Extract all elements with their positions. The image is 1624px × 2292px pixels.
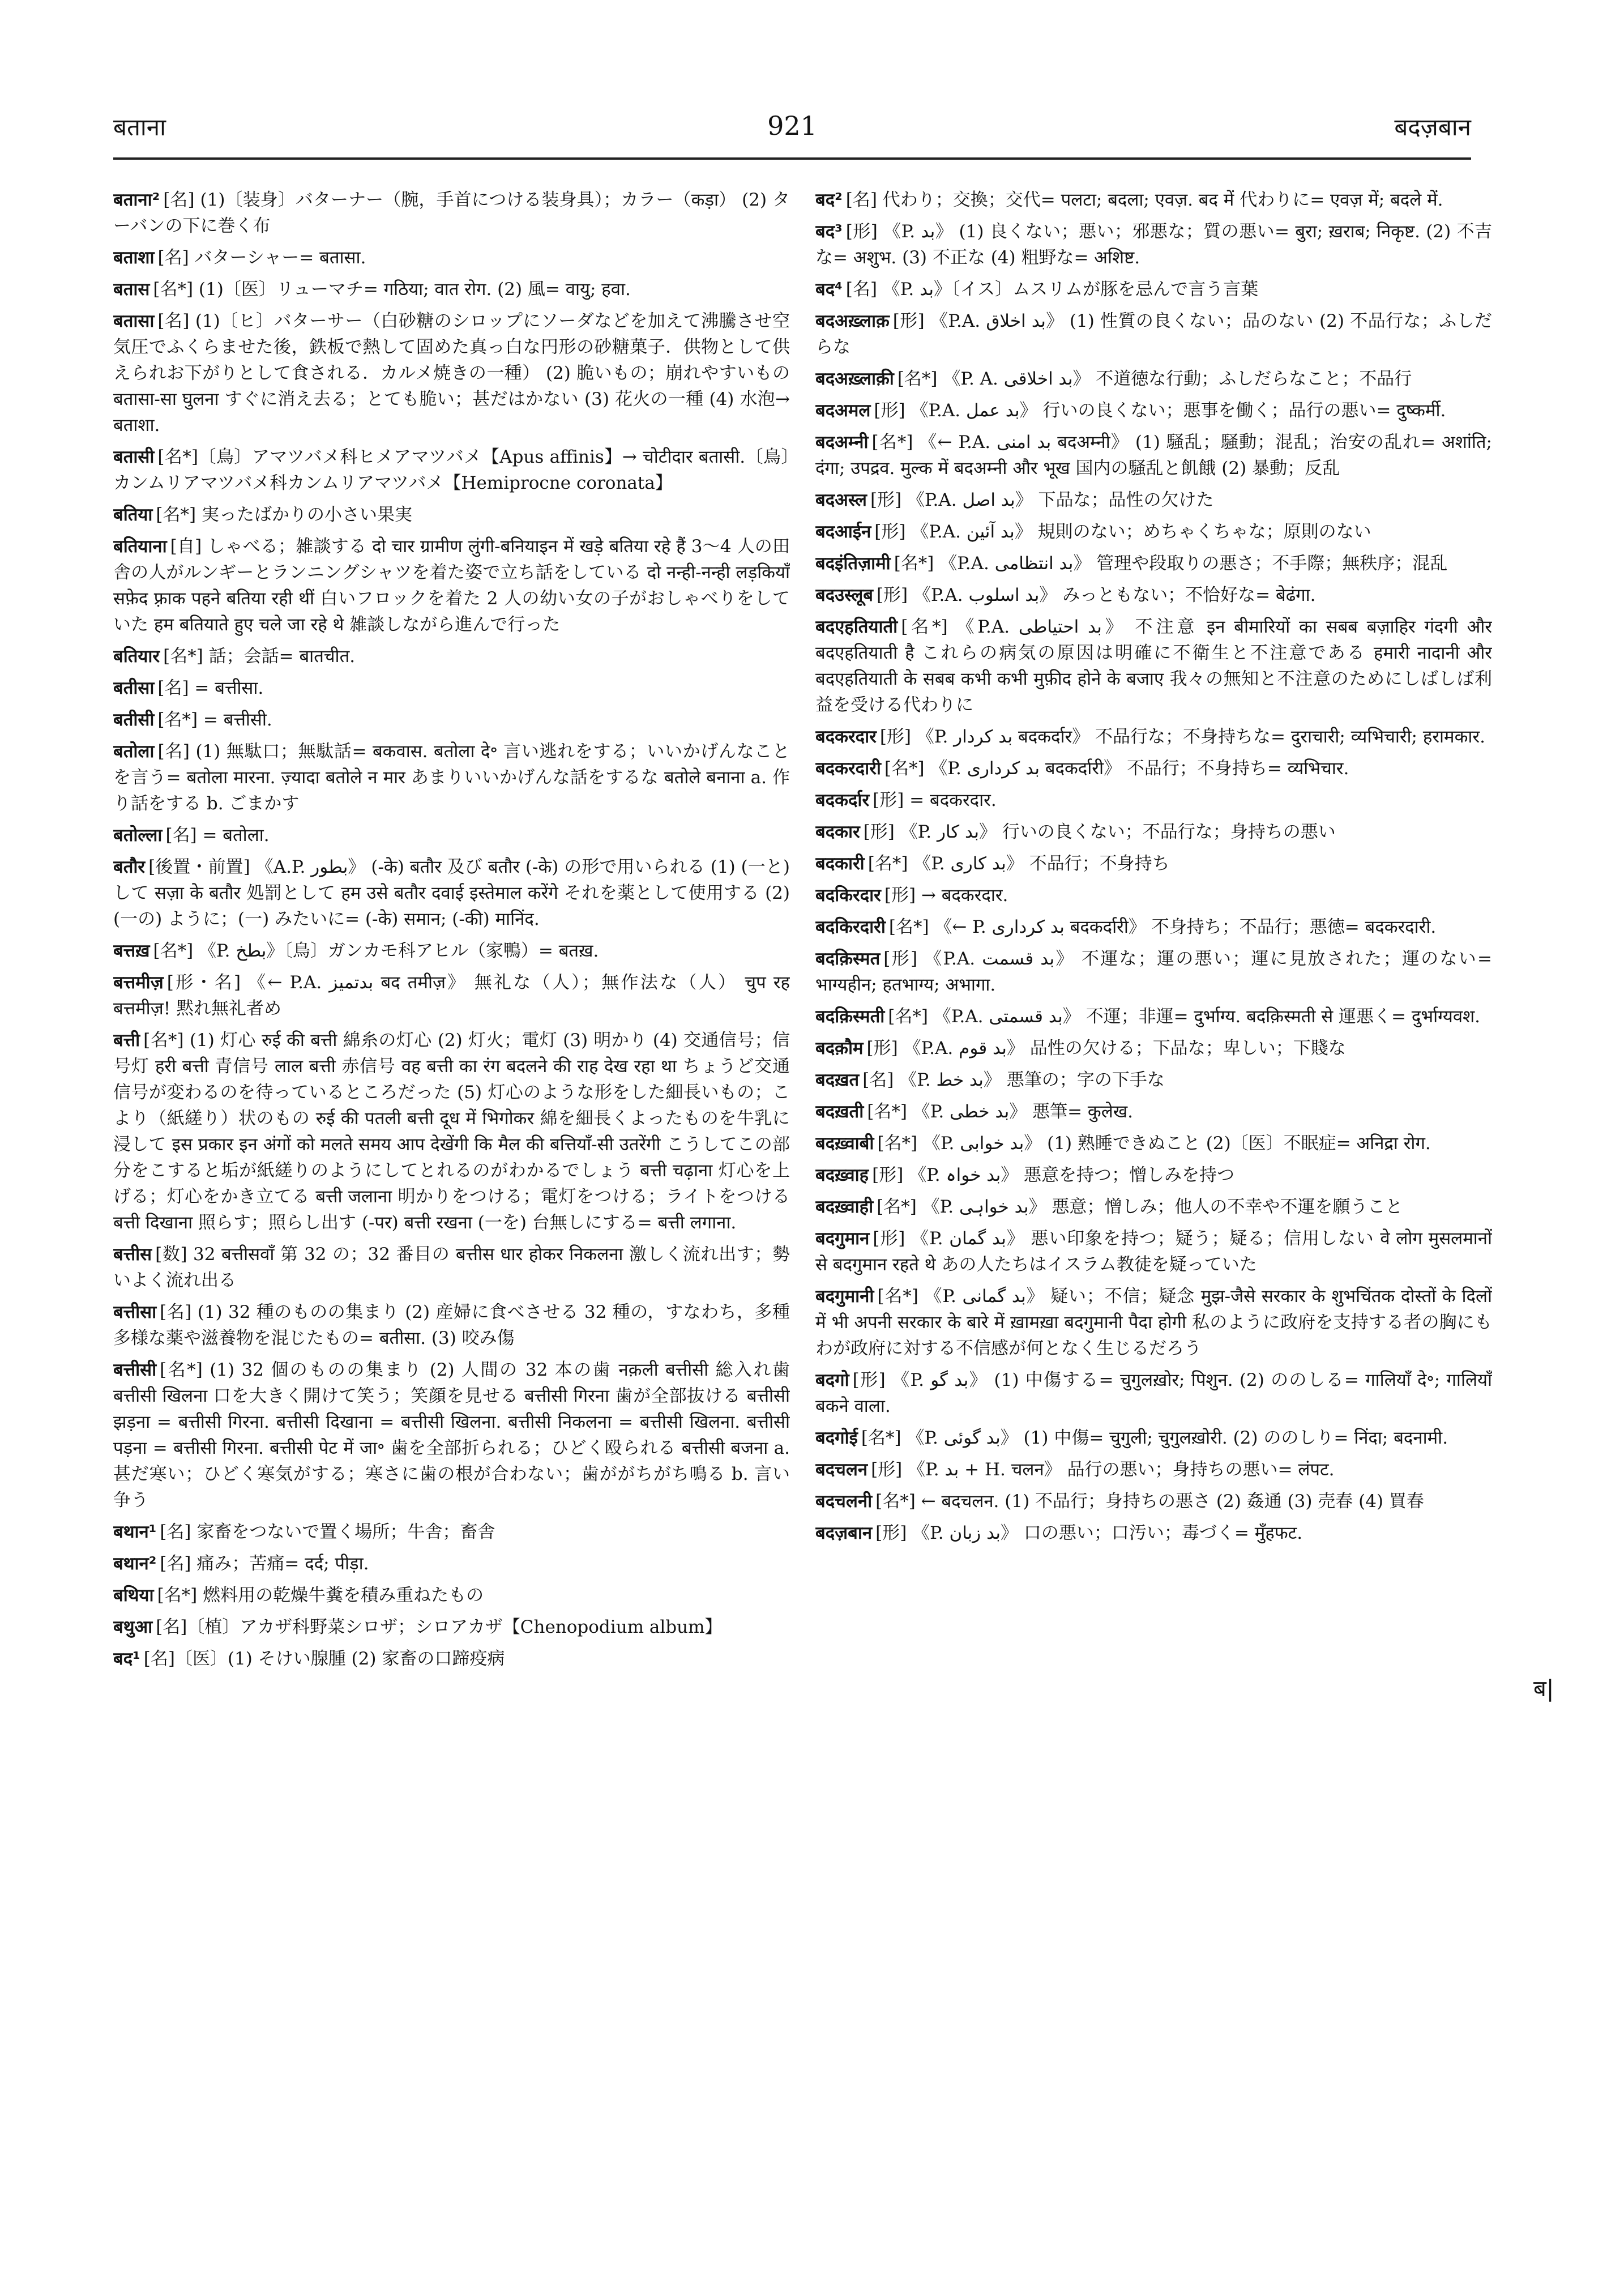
dictionary-entry [815, 1067, 1492, 1093]
entry-headword: बदख़्वाही [815, 1197, 874, 1217]
entry-definition: [名] 《P. بد خط》 悪筆の；字の下手な [862, 1070, 1165, 1090]
dictionary-entry [113, 1582, 790, 1608]
entry-headword: बदख़त [815, 1070, 860, 1090]
dictionary-entry [815, 1226, 1492, 1278]
entry-definition: [形] = बदकरदार. [873, 790, 997, 810]
entry-definition: [形] 《P.A. بد اصل》 下品な；品性の欠けた [870, 490, 1214, 510]
entry-definition: [形] → बदकरदार. [884, 885, 1008, 906]
entry-definition: [名] (1)〔ヒ〕バターサー（白砂糖のシロップにソーダなどを加えて沸騰させ空気圧でふくらませた後，鉄板で熱して固めた真っ白な円形の砂糖菓子．供物として供えられお下がりとして食される．カルメ焼きの一種） (2) 脆いもの；崩れやすいもの बतासा-सा घुलना すぐに消え去る；とても脆い；甚だはかない (3) 花火の一種 (4) 水泡→ बताशा. [113, 311, 790, 436]
entry-definition: [名] (1) 32 種のものの集まり (2) 産婦に食べさせる 32 種の，すなわち，多種多様な薬や滋養物を混じたもの= बतीसा. (3) 咬み傷 [113, 1302, 790, 1348]
entry-definition: [形] 《P. بد زبان》 口の悪い；口汚い；毒づく= मुँहफट. [875, 1523, 1303, 1543]
entry-headword: बदअख़्लाक़ी [815, 369, 894, 389]
entry-definition: [名] 家畜をつないで置く場所；牛舎；畜舎 [160, 1522, 495, 1542]
entry-definition: [名*]〔鳥〕アマツバメ科ヒメアマツバメ【Apus affinis】→ चोटीदार बतासी.〔鳥〕カンムリアマツバメ科カンムリアマツバメ【Hemiprocne coronata】 [113, 447, 790, 493]
entry-headword: बतियार [113, 646, 160, 667]
entry-definition: [名*] 《P. بد خوابی》 (1) 熟睡できぬこと (2)〔医〕不眠症= अनिद्रा रोग. [877, 1133, 1431, 1154]
entry-headword: बत्तीसी [113, 1360, 157, 1380]
header-right-guide-word: बदज़बान [1394, 113, 1471, 141]
dictionary-entry [113, 1646, 790, 1672]
entry-headword: बदगो [815, 1370, 849, 1390]
entry-headword: बद³ [815, 221, 843, 242]
entry-headword: बतासी [113, 447, 155, 467]
dictionary-entry [815, 1457, 1492, 1483]
dictionary-entry [113, 187, 790, 239]
dictionary-entry [815, 1488, 1492, 1514]
dictionary-entry [815, 1283, 1492, 1361]
entry-headword: बताना² [113, 190, 160, 210]
dictionary-entry [815, 724, 1492, 750]
entry-definition: [名] = बतोला. [165, 825, 270, 846]
entry-definition: [形] 《P. بد کردار बदकर्दार》 不品行な；不身持ちな= दुराचारी; व्यभिचारी; हरामकार. [879, 727, 1485, 747]
dictionary-entry [815, 756, 1492, 782]
entry-headword: बदख़्वाबी [815, 1133, 874, 1154]
entry-definition: [名*] 《← P.A. بد امنی बदअम्नी》 (1) 騒乱；騒動；混乱；治安の乱れ= अशांति; दंगा; उपद्रव. मुल्क में बदअम्नी और भूख 国内の騒乱と飢餓 (2) 暴動；反乱 [815, 432, 1492, 479]
entry-headword: बदचलनी [815, 1491, 873, 1512]
dictionary-entry [815, 1035, 1492, 1061]
entry-headword: बथुआ [113, 1617, 153, 1637]
dictionary-entry [815, 1099, 1492, 1125]
entry-headword: बदकारी [815, 853, 865, 874]
entry-definition: [名*] 《P. بد گوئی》 (1) 中傷= चुगुली; चुगुलख़ोरी. (2) ののしり= निंदा; बदनामी. [861, 1428, 1448, 1448]
entry-headword: बत्तमीज़ [113, 972, 164, 993]
entry-headword: बदअस्ल [815, 490, 867, 510]
entry-definition: [形] 《P.A. بد آئین》 規則のない；めちゃくちゃな；原則のない [874, 522, 1371, 542]
dictionary-entry [815, 1162, 1492, 1188]
dictionary-entry [815, 946, 1492, 998]
entry-headword: बदक़िस्मती [815, 1006, 885, 1027]
entry-definition: [自] しゃべる；雑談する दो चार ग्रामीण लुंगी-बनियाइन में खड़े बतिया रहे हैं 3～4 人の田舎の人がルンギーとランニングシャツを着た姿で立ち話をしている दो नन्ही-नन्ही लड़कियाँ सफ़ेद फ़्राक पहने बतिया रही थीं 白いフロックを着た 2 人の幼い女の子がおしゃべりをしていた हम बतियाते हुए चले जा रहे थे 雑談しながら進んで行った [113, 536, 790, 635]
dictionary-entry [113, 1299, 790, 1351]
dictionary-entry [815, 1425, 1492, 1451]
entry-headword: बदक़ौम [815, 1038, 864, 1058]
entry-definition: [形] 《P. بد گمان》 悪い印象を持つ；疑う；疑る；信用しない वे लोग मुसलमानों से बदगुमान रहते थे あの人たちはイスラム教徒を疑っていた [815, 1228, 1492, 1275]
dictionary-entry [113, 675, 790, 701]
dictionary-entry [815, 308, 1492, 360]
dictionary-entry [815, 219, 1492, 271]
entry-headword: बथिया [113, 1585, 154, 1606]
page-number: 921 [767, 110, 817, 141]
dictionary-entry [815, 614, 1492, 718]
dictionary-entry [815, 1520, 1492, 1546]
entry-headword: बतौर [113, 857, 146, 877]
entry-headword: बदख़ती [815, 1102, 864, 1122]
dictionary-entry [113, 707, 790, 733]
dictionary-entry [113, 643, 790, 669]
entry-definition: [数] 32 बत्तीसवाँ 第 32 の；32 番目の बत्तीस धार होकर निकलना 激しく流れ出す；勢いよく流れ出る [113, 1244, 790, 1291]
entry-headword: बदअम्नी [815, 432, 869, 453]
dictionary-entry [815, 519, 1492, 545]
entry-headword: बतियाना [113, 536, 167, 557]
entry-definition: [名*] (1)〔医〕リューマチ= गठिया; वात रोग. (2) 風= वायु; हवा. [153, 279, 631, 300]
dictionary-entry [113, 1519, 790, 1545]
entry-headword: बदकिरदार [815, 885, 881, 906]
entry-headword: बदकर्दार [815, 790, 870, 810]
entry-definition: [名] (1)〔装身〕バターナー（腕，手首につける装身具）；カラー（कड़ा） (2) ターバンの下に巻く布 [113, 190, 790, 236]
dictionary-entry [815, 1004, 1492, 1030]
entry-headword: बदअख़्लाक़ [815, 311, 890, 331]
dictionary-entry [815, 276, 1492, 302]
entry-headword: बतोल्ला [113, 825, 163, 846]
thumb-index-tab: ब| [1533, 1676, 1554, 1702]
entry-headword: बदगुमान [815, 1228, 870, 1249]
entry-headword: बदकार [815, 822, 860, 842]
entry-headword: बत्तीस [113, 1244, 152, 1265]
entry-headword: बतीसी [113, 710, 155, 730]
entry-headword: बदकरदारी [815, 758, 881, 779]
dictionary-entry [113, 276, 790, 302]
dictionary-entry [113, 970, 790, 1022]
entry-definition: [名*] 《P.A. بد انتظامی》 管理や段取りの悪さ；不手際；無秩序；混乱 [894, 553, 1448, 574]
dictionary-entry [113, 1241, 790, 1294]
entry-headword: बदगुमानी [815, 1286, 874, 1307]
entry-definition: [形] 《P.A. بد اسلوب》 みっともない；不恰好な= बेढंगा. [876, 585, 1316, 605]
entry-definition: [形] 《P. بد گو》 (1) 中傷する= चुगुलख़ोर; पिशुन. (2) ののしる= गालियाँ दे॰; गालियाँ बकने वाला. [815, 1370, 1492, 1416]
entry-headword: बतास [113, 279, 150, 300]
entry-definition: [名*] 《P. بد خطی》 悪筆= कुलेख. [867, 1102, 1133, 1122]
header-left-guide-word: बताना [113, 113, 166, 141]
entry-definition: [名] 代わり；交換；交代= पलटा; बदला; एवज़. बद में 代わりに= एवज़ में; बदले में. [845, 190, 1443, 210]
entry-definition: [名*] (1) 灯心 रुई की बत्ती 綿糸の灯心 (2) 灯火；電灯 (3) 明かり (4) 交通信号；信号灯 हरी बत्ती 青信号 लाल बत्ती 赤信号 वह बत्ती का रंग बदलने की राह देख रहा था ちょうど交通信号が変わるのを待っているところだった (5) 灯心のような形をした細長いもの；こより（紙縒り）状のもの रुई की पतली बत्ती दूध में भिगोकर 綿を細長くよったものを牛乳に浸して इस प्रकार इन अंगों को मलते समय आप देखेंगी कि मैल की बत्तियाँ-सी उतरेंगी こうしてこの部分をこすると垢が紙縒りのようにしてとれるのがわかるでしょう बत्ती चढ़ाना 灯心を上げる；灯心をかき立てる बत्ती जलाना 明かりをつける；電灯をつける；ライトをつける बत्ती दिखाना 照らす；照らし出す (-पर) बत्ती रखना (一を) 台無しにする= बत्ती लगाना. [113, 1030, 790, 1233]
entry-headword: बतासा [113, 311, 155, 331]
dictionary-entry [113, 938, 790, 964]
entry-definition: [名*] 《P. A. بد اخلاقی》 不道徳な行動；ふしだらなこと；不品行 [897, 369, 1412, 389]
entry-headword: बदउस्लूब [815, 585, 873, 605]
entry-definition: [名*] 《P. بطخ》〔鳥〕ガンカモ科アヒル（家鴨）= बतख़. [153, 941, 599, 961]
entry-headword: बदज़बान [815, 1523, 873, 1543]
entry-headword: बथान² [113, 1553, 157, 1574]
entry-headword: बदएहतियाती [815, 617, 898, 637]
entry-definition: [名] バターシャー= बतासा. [157, 247, 366, 268]
entry-definition: [名*] (1) 32 個のものの集まり (2) 人間の 32 本の歯 नक़ली बत्तीसी 総入れ歯 बत्तीसी खिलना 口を大きく開けて笑う；笑顔を見せる बत्तीसी गिरना 歯が全部抜ける बत्तीसी झड़ना = बत्तीसी गिरना. बत्तीसी दिखाना = बत्तीसी खिलना. बत्तीसी निकलना = बत्तीसी खिलना. बत्तीसी पड़ना = बत्तीसी गिरना. बत्तीसी पेट में जा॰ 歯を全部折られる；ひどく殴られる बत्तीसी बजना a. 甚だ寒い；ひどく寒気がする；寒さに歯の根が合わない；歯ががちがち鳴る b. 言い争う [113, 1360, 790, 1510]
dictionary-entry [815, 914, 1492, 940]
dictionary-entry [815, 1194, 1492, 1220]
dictionary-entry [815, 487, 1492, 513]
dictionary-entry [815, 429, 1492, 481]
dictionary-entry [815, 787, 1492, 813]
entry-definition: [名*] 《P. بد خواہی》 悪意；憎しみ；他人の不幸や不運を願うこと [877, 1197, 1403, 1217]
entry-headword: बतिया [113, 505, 153, 525]
dictionary-entry [113, 245, 790, 271]
entry-definition: [名*] ← बदचलन. (1) 不品行；身持ちの悪さ (2) 姦通 (3) 売春 (4) 買春 [875, 1491, 1424, 1512]
dictionary-entry [815, 882, 1492, 908]
dictionary-entry [815, 1130, 1492, 1156]
entry-definition: [名*] 《P. بد کاری》 不品行；不身持ち [867, 853, 1170, 874]
entry-definition: [名*] 《P. بد گمانی》 疑い；不信；疑念 मुझ-जैसे सरकार के शुभचिंतक दोस्तों के दिलों में भी अपनी सरकार के बारे में ख़ामख़ा बदगुमानी पैदा होगी 私のように政府を支持する者の胸にもわが政府に対する不信感が何となく生じるだろう [815, 1286, 1492, 1359]
entry-headword: बदकिरदारी [815, 917, 886, 937]
entry-definition: [形] 《P.A. بد اخلاق》 (1) 性質の良くない；品のない (2) 不品行な；ふしだらな [815, 311, 1492, 357]
dictionary-entry [113, 1551, 790, 1577]
entry-headword: बद⁴ [815, 279, 843, 300]
dictionary-entry [113, 822, 790, 848]
entry-headword: बतोला [113, 741, 155, 762]
entry-definition: [名*] 《P.A. بد قسمتی》 不運；非運= दुर्भाग्य. बदक़िस्मती से 運悪く= दुर्भाग्यवश. [888, 1006, 1481, 1027]
entry-definition: [形] 《P.A. بد قوم》 品性の欠ける；下品な；卑しい；下賤な [866, 1038, 1346, 1058]
dictionary-entry [815, 187, 1492, 213]
entry-headword: बत्ती [113, 1030, 140, 1051]
entry-definition: [名*] 《P.A. بد احتیاطی》 不注意 इन बीमारियों का सबब बज़ाहिर गंदगी और बदएहतियाती है これらの病気の原因は明確に不衛生と不注意である हमारी नादानी और बदएहतियाती के सबब कभी कभी मुफ़ीद होने के बजाए 我々の無知と不注意のためにしばしば利益を受ける代わりに [815, 617, 1492, 715]
entry-definition: [名] 《P. بد》〔イス〕ムスリムが豚を忌んで言う言葉 [845, 279, 1259, 300]
dictionary-entry [815, 398, 1492, 424]
entry-headword: बतीसा [113, 678, 155, 698]
entry-headword: बदख़्वाह [815, 1165, 869, 1185]
entry-definition: [名] = बत्तीसा. [157, 678, 264, 698]
entry-definition: [名] (1) 無駄口；無駄話= बकवास. बतोला दे॰ 言い逃れをする；いいかげんなことを言う= बतोला मारना. ज़्यादा बतोले न मार あまりいいかげんな話をするな बतोले बनाना a. 作り話をする b. ごまかす [113, 741, 790, 814]
right-column [815, 187, 1492, 2180]
entry-headword: बदआईन [815, 522, 871, 542]
entry-headword: बदइंतिज़ामी [815, 553, 891, 574]
dictionary-entry [113, 308, 790, 438]
dictionary-entry [815, 582, 1492, 608]
dictionary-entry [815, 851, 1492, 877]
dictionary-entry [113, 1614, 790, 1640]
entry-headword: बद² [815, 190, 843, 210]
entry-headword: बदगोई [815, 1428, 858, 1448]
dictionary-entry [815, 1367, 1492, 1419]
entry-definition: [名] 痛み；苦痛= दर्द; पीड़ा. [160, 1553, 369, 1574]
entry-headword: बथान¹ [113, 1522, 157, 1542]
entry-definition: [形] 《P. بد کار》 行いの良くない；不品行な；身持ちの悪い [863, 822, 1336, 842]
dictionary-entry [113, 1027, 790, 1236]
dictionary-entry [815, 550, 1492, 577]
entry-definition: [名]〔医〕(1) そけい腺腫 (2) 家畜の口蹄疫病 [143, 1649, 505, 1669]
entry-definition: [名*] 《P. بد کرداری बदकर्दारी》 不品行；不身持ち= व्यभिचार. [884, 758, 1349, 779]
entry-definition: [形] 《P. بد》 (1) 良くない；悪い；邪悪な；質の悪い= बुरा; ख़राब; निकृष्ट. (2) 不吉な= अशुभ. (3) 不正な (4) 粗野な= अशिष्ट. [815, 221, 1492, 268]
entry-definition: [形] 《P. بد + H. चलन》 品行の悪い；身持ちの悪い= लंपट. [871, 1459, 1335, 1480]
entry-definition: [名*] 《← P. بد کرداری बदकर्दारी》 不身持ち；不品行；悪徳= बदकरदारी. [888, 917, 1437, 937]
entry-definition: [名]〔植〕アカザ科野菜シロザ；シロアカザ【Chenopodium album】 [156, 1617, 723, 1637]
entry-headword: बदकरदार [815, 727, 877, 747]
entry-definition: [形] 《P. بد خواہ》 悪意を持つ；憎しみを持つ [872, 1165, 1235, 1185]
entry-definition: [名*] 実ったばかりの小さい果実 [156, 505, 412, 525]
entry-headword: बदक़िस्मत [815, 949, 881, 969]
entry-headword: बद¹ [113, 1649, 140, 1669]
header-rule [113, 157, 1471, 160]
entry-definition: [名*] 燃料用の乾燥牛糞を積み重ねたもの [157, 1585, 484, 1606]
entry-definition: [名*] = बत्तीसी. [157, 710, 272, 730]
entry-headword: बदअमल [815, 400, 871, 421]
dictionary-entry [815, 819, 1492, 845]
dictionary-entry [113, 444, 790, 496]
entry-definition: [名*] 話；会話= बातचीत. [163, 646, 356, 667]
dictionary-entry [113, 1357, 790, 1513]
dictionary-entry [113, 854, 790, 932]
entry-definition: [後置・前置] 《A.P. بطور》 (-के) बतौर 及び बतौर (-के) の形で用いられる (1) (一と) して सज़ा के बतौर 処罰として हम उसे बतौर दवाई इस्तेमाल करेंगे それを薬として使用する (2) (一の) ように；(一) みたいに= (-के) समान; (-की) मानिंद. [113, 857, 790, 929]
dictionary-entry [815, 366, 1492, 392]
entry-definition: [形] 《P.A. بد قسمت》 不運な；運の悪い；運に見放された；運のない= भाग्यहीन; हतभाग्य; अभागा. [815, 949, 1492, 995]
dictionary-entry [113, 533, 790, 638]
entry-headword: बत्तीसा [113, 1302, 157, 1322]
entry-headword: बताशा [113, 247, 155, 268]
entry-definition: [形] 《P.A. بد عمل》 行いの良くない；悪事を働く；品行の悪い= दुष्कर्मी. [874, 400, 1446, 421]
dictionary-entry [113, 739, 790, 817]
page-header [113, 110, 1471, 156]
entry-headword: बदचलन [815, 1459, 868, 1480]
dictionary-entry [113, 502, 790, 528]
entry-definition: [形・名] 《← P.A. بدتمیز बद तमीज़》 無礼な（人）；無作法な（人） चुप रह बत्तमीज़! 黙れ無礼者め [113, 972, 790, 1019]
entry-headword: बत्तख़ [113, 941, 150, 961]
left-column [113, 187, 790, 2180]
